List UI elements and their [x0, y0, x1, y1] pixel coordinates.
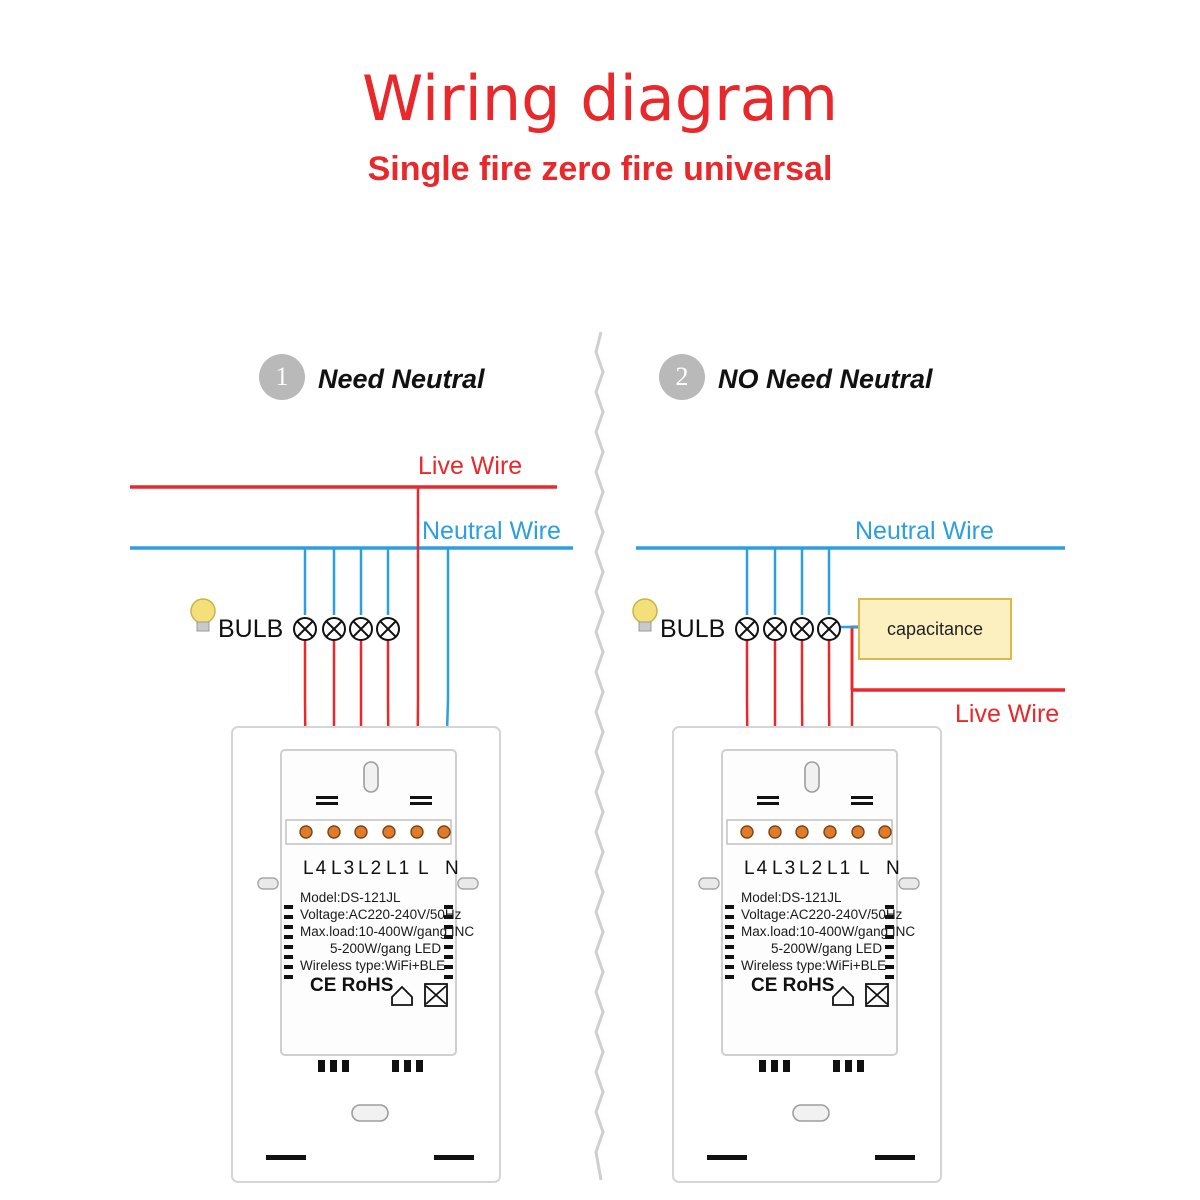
panel-1-terminal-l4: L4 — [303, 858, 329, 879]
panel-2-neutral-wire-label: Neutral Wire — [855, 517, 994, 545]
panel-1-neutral-wire-label: Neutral Wire — [422, 517, 561, 545]
panel-1-live-wire-label: Live Wire — [418, 452, 523, 480]
capacitance-box: capacitance — [858, 598, 1012, 660]
panel-1-terminal-n: N — [445, 858, 461, 879]
panel-2-bulb-label: BULB — [660, 615, 726, 643]
step-badge-2: 2 — [659, 354, 705, 400]
panel-2-terminal-l2: L2 — [799, 858, 825, 879]
panel-1-bulb-label: BULB — [218, 615, 284, 643]
panel-1-spec-led: 5-200W/gang LED — [330, 941, 442, 956]
panel-1-spec-model: Model:DS-121JL — [300, 890, 401, 905]
panel-1-spec-voltage: Voltage:AC220-240V/50Hz — [300, 907, 462, 922]
panel-2-terminal-l4: L4 — [744, 858, 770, 879]
panel-2-terminal-l3: L3 — [772, 858, 798, 879]
panel-2-spec-model: Model:DS-121JL — [741, 890, 842, 905]
panel-2-terminal-n: N — [886, 858, 902, 879]
panel-2-terminal-l1: L1 — [827, 858, 853, 879]
panel-1-spec-wireless: Wireless type:WiFi+BLE — [300, 958, 446, 973]
panel-2-label: NO Need Neutral — [718, 364, 933, 394]
page-title: Wiring diagram — [361, 62, 839, 135]
page-subtitle: Single fire zero fire universal — [367, 150, 833, 188]
panel-2-spec-wireless: Wireless type:WiFi+BLE — [741, 958, 887, 973]
step-badge-1: 1 — [259, 354, 305, 400]
panel-1-terminal-l3: L3 — [331, 858, 357, 879]
panel-1-terminal-l1: L1 — [386, 858, 412, 879]
panel-2-terminal-l: L — [859, 858, 872, 879]
panel-1-terminal-l2: L2 — [358, 858, 384, 879]
panel-1-spec-maxload: Max.load:10-400W/gang INC — [300, 924, 475, 939]
panel-2-spec-voltage: Voltage:AC220-240V/50Hz — [741, 907, 903, 922]
panel-2-spec-led: 5-200W/gang LED — [771, 941, 883, 956]
panel-1-cert-marks: CE RoHS — [310, 975, 394, 996]
panel-2-live-wire-label: Live Wire — [955, 700, 1060, 728]
panel-1-label: Need Neutral — [318, 364, 485, 394]
panel-2-spec-maxload: Max.load:10-400W/gang INC — [741, 924, 916, 939]
panel-2-cert-marks: CE RoHS — [751, 975, 835, 996]
panel-1-terminal-l: L — [418, 858, 431, 879]
